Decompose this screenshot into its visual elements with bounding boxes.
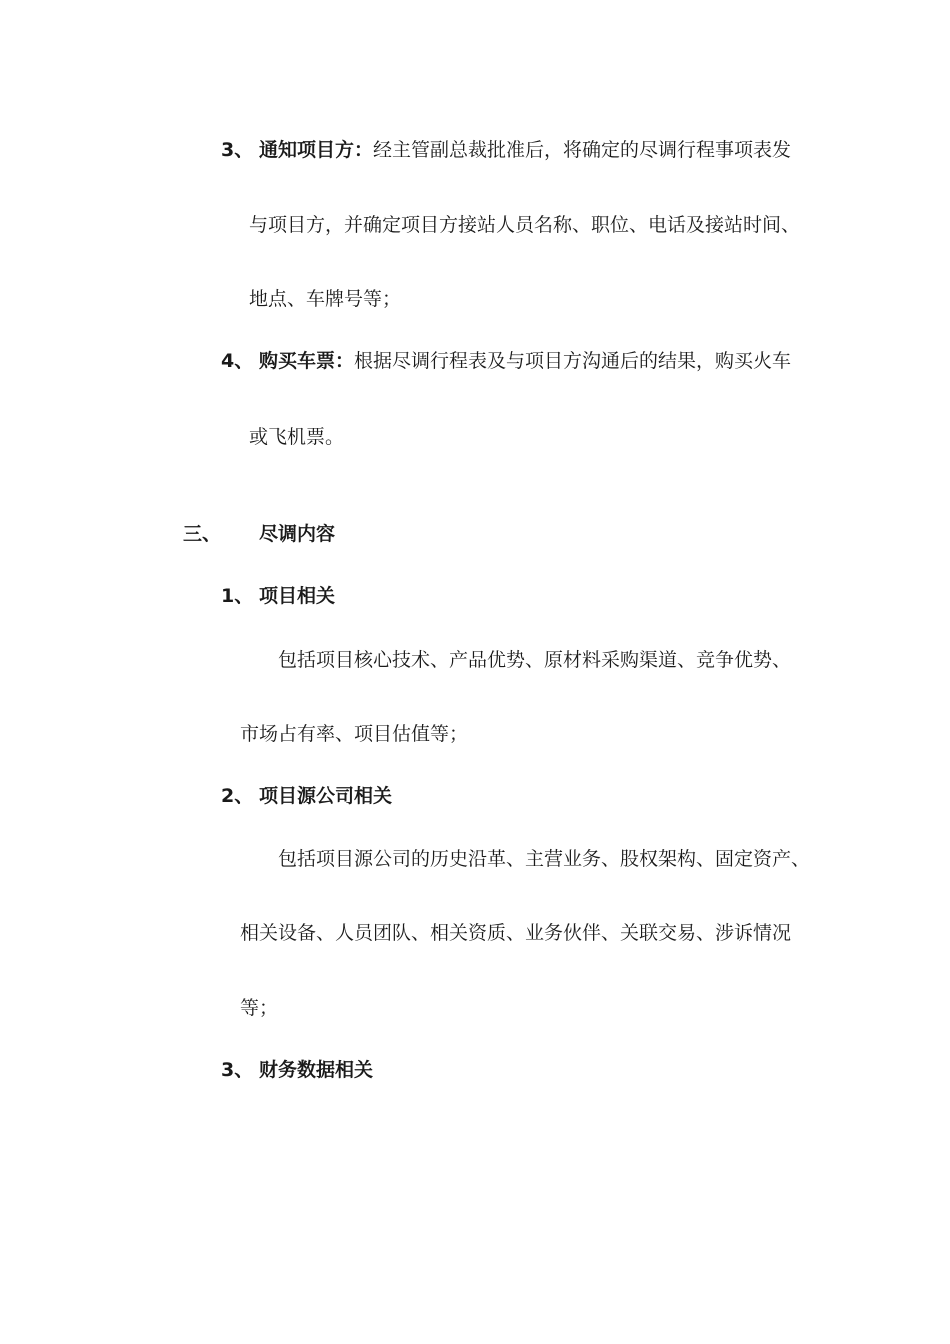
item-4-line-2: 或飞机票。 bbox=[249, 426, 345, 448]
item-number: 4、 bbox=[221, 350, 254, 372]
subsection-heading-2 bbox=[221, 787, 392, 806]
subsection-number: 3、 bbox=[221, 1059, 254, 1081]
subsection-number: 2、 bbox=[221, 785, 254, 807]
item-text: 经主管副总裁批准后，将确定的尽调行程事项表发 bbox=[373, 139, 792, 161]
paragraph-line: 等； bbox=[240, 997, 279, 1019]
subsection-title: 项目源公司相关 bbox=[259, 785, 393, 807]
paragraph-line: 相关设备、人员团队、相关资质、业务伙伴、关联交易、涉诉情况 bbox=[240, 922, 792, 944]
subsection-title: 财务数据相关 bbox=[259, 1059, 374, 1081]
item-term: 购买车票： bbox=[259, 350, 355, 372]
paragraph-line: 市场占有率、项目估值等； bbox=[240, 723, 469, 745]
subsection-number: 1、 bbox=[221, 585, 254, 607]
paragraph-line: 包括项目核心技术、产品优势、原材料采购渠道、竞争优势、 bbox=[278, 649, 792, 671]
item-3-line-2: 与项目方，并确定项目方接站人员名称、职位、电话及接站时间、 bbox=[249, 214, 801, 236]
subsection-heading-3 bbox=[221, 1061, 373, 1080]
paragraph-line: 包括项目源公司的历史沿革、主营业务、股权架构、固定资产、 bbox=[278, 848, 811, 870]
item-number: 3、 bbox=[221, 139, 254, 161]
item-term: 通知项目方： bbox=[259, 139, 374, 161]
subsection-heading-1 bbox=[221, 587, 335, 606]
section-number: 三、 bbox=[183, 523, 222, 545]
section-title: 尽调内容 bbox=[259, 523, 336, 545]
item-4-line-1 bbox=[221, 352, 791, 371]
subsection-title: 项目相关 bbox=[259, 585, 336, 607]
item-3-line-1 bbox=[221, 141, 791, 160]
item-3-line-3: 地点、车牌号等； bbox=[249, 288, 402, 310]
section-heading bbox=[183, 525, 335, 544]
item-text: 根据尽调行程表及与项目方沟通后的结果，购买火车 bbox=[354, 350, 792, 372]
